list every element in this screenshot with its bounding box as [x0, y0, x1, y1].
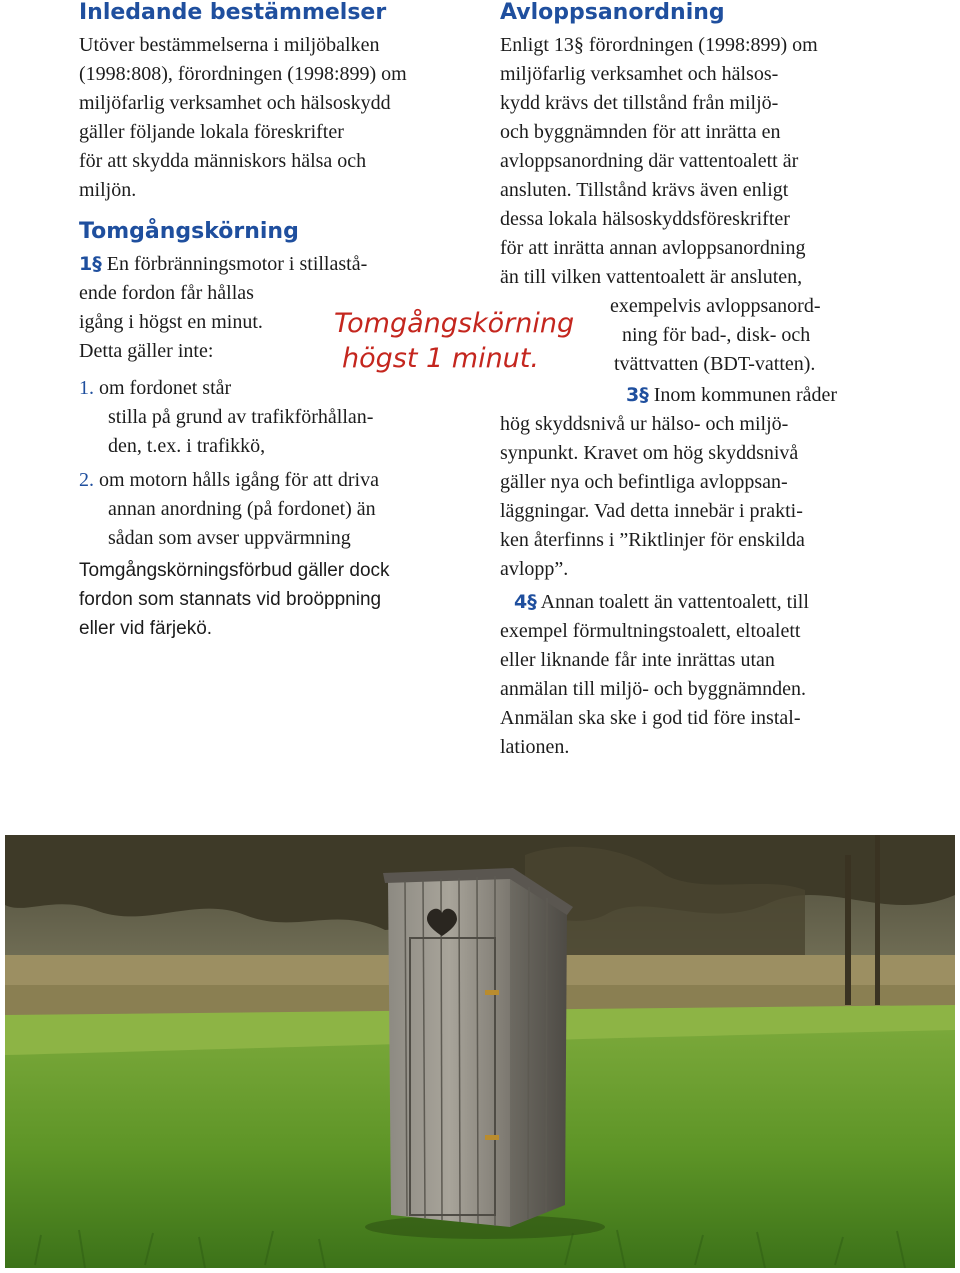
item-1-number: 1. [79, 377, 94, 399]
section-3-body [500, 410, 805, 584]
intro-paragraph [79, 31, 407, 205]
avlopp-line: dessa lokala hälsoskyddsföreskrifter [500, 208, 790, 230]
heading-avlopp: Avloppsanordning [500, 0, 725, 25]
item-2-text: om motorn hålls igång för att driva [99, 469, 379, 491]
outhouse-photo [5, 835, 955, 1268]
section-3-line: hög skyddsnivå ur hälso- och miljö- [500, 413, 789, 435]
intro-line: för att skydda människors hälsa och [79, 150, 367, 172]
avlopp-line: ansluten. Tillstånd krävs även enligt [500, 179, 789, 201]
intro-line: gäller följande lokala föreskrifter [79, 121, 344, 143]
section-3-line: läggningar. Vad detta innebär i prakti- [500, 500, 803, 522]
closing-line: eller vid färjekö. [79, 618, 213, 639]
callout-line-1: Tomgångskörning [334, 308, 575, 339]
section-3-line: synpunkt. Kravet om hög skyddsnivå [500, 442, 799, 464]
section-4-text: Annan toalett än vattentoalett, till [540, 591, 809, 613]
section-4 [500, 588, 809, 762]
section-4-line: Anmälan ska ske i god tid före instal- [500, 707, 801, 729]
avlopp-line: än till vilken vattentoalett är ansluten, [500, 266, 803, 288]
avlopp-line: för att inrätta annan avloppsanordning [500, 237, 806, 259]
subheading-tomgang: Tomgångskörning [79, 219, 299, 244]
callout-line-2: högst 1 minut. [342, 343, 539, 374]
section-4-line: anmälan till miljö- och byggnämnden. [500, 678, 807, 700]
intro-line: miljöfarlig verksamhet och hälsoskydd [79, 92, 391, 114]
section-3-first [626, 381, 837, 410]
section-4-line: lationen. [500, 736, 570, 758]
avlopp-line: och byggnämnden för att inrätta en [500, 121, 781, 143]
section-4-line: eller liknande får inte inrättas utan [500, 649, 775, 671]
item-2-line: annan anordning (på fordonet) än [108, 498, 376, 520]
section-1-text: En förbränningsmotor i stillastå- [106, 253, 368, 275]
section-1-line: ende fordon får hållas [79, 282, 254, 304]
section-3-text: Inom kommunen råder [653, 384, 838, 406]
avlopp-paragraph [500, 31, 818, 292]
section-3-number: 3§ [626, 384, 649, 406]
intro-line: miljön. [79, 179, 137, 201]
exception-item-2 [79, 466, 379, 553]
heading-inledande: Inledande bestämmelser [79, 0, 387, 25]
section-4-number: 4§ [514, 591, 537, 613]
avlopp-cont-line: tvättvatten (BDT-vatten). [614, 353, 816, 375]
section-1-line: igång i högst en minut. [79, 311, 263, 333]
avlopp-cont-line: ning för bad-, disk- och [622, 324, 811, 346]
item-1-line: den, t.ex. i trafikkö, [108, 435, 266, 457]
avlopp-cont-line: exempelvis avloppsanord- [610, 295, 821, 317]
avlopp-line: avloppsanordning där vattentoalett är [500, 150, 799, 172]
exception-intro: Detta gäller inte: [79, 340, 214, 362]
item-2-number: 2. [79, 469, 94, 491]
section-3-line: avlopp”. [500, 558, 569, 580]
section-1 [79, 250, 367, 366]
section-3-line: ken återfinns i ”Riktlinjer för enskilda [500, 529, 805, 551]
intro-line: Utöver bestämmelserna i miljöbalken [79, 34, 380, 56]
avlopp-paragraph-continued [610, 292, 821, 379]
closing-line: fordon som stannats vid broöppning [79, 589, 382, 610]
section-4-line: exempel förmultningstoalett, eltoalett [500, 620, 801, 642]
item-2-line: sådan som avser uppvärmning [108, 527, 351, 549]
avlopp-line: miljöfarlig verksamhet och hälsos- [500, 63, 779, 85]
avlopp-line: kydd krävs det tillstånd från miljö- [500, 92, 779, 114]
closing-line: Tomgångskörningsförbud gäller dock [79, 560, 390, 581]
section-1-number: 1§ [79, 253, 102, 275]
intro-line: (1998:808), förordningen (1998:899) om [79, 63, 407, 85]
item-1-line: stilla på grund av trafikförhållan- [108, 406, 374, 428]
avlopp-line: Enligt 13§ förordningen (1998:899) om [500, 34, 818, 56]
section-3-line: gäller nya och befintliga avloppsan- [500, 471, 788, 493]
exception-item-1 [79, 374, 373, 461]
item-1-text: om fordonet står [99, 377, 232, 399]
closing-paragraph [79, 556, 390, 643]
